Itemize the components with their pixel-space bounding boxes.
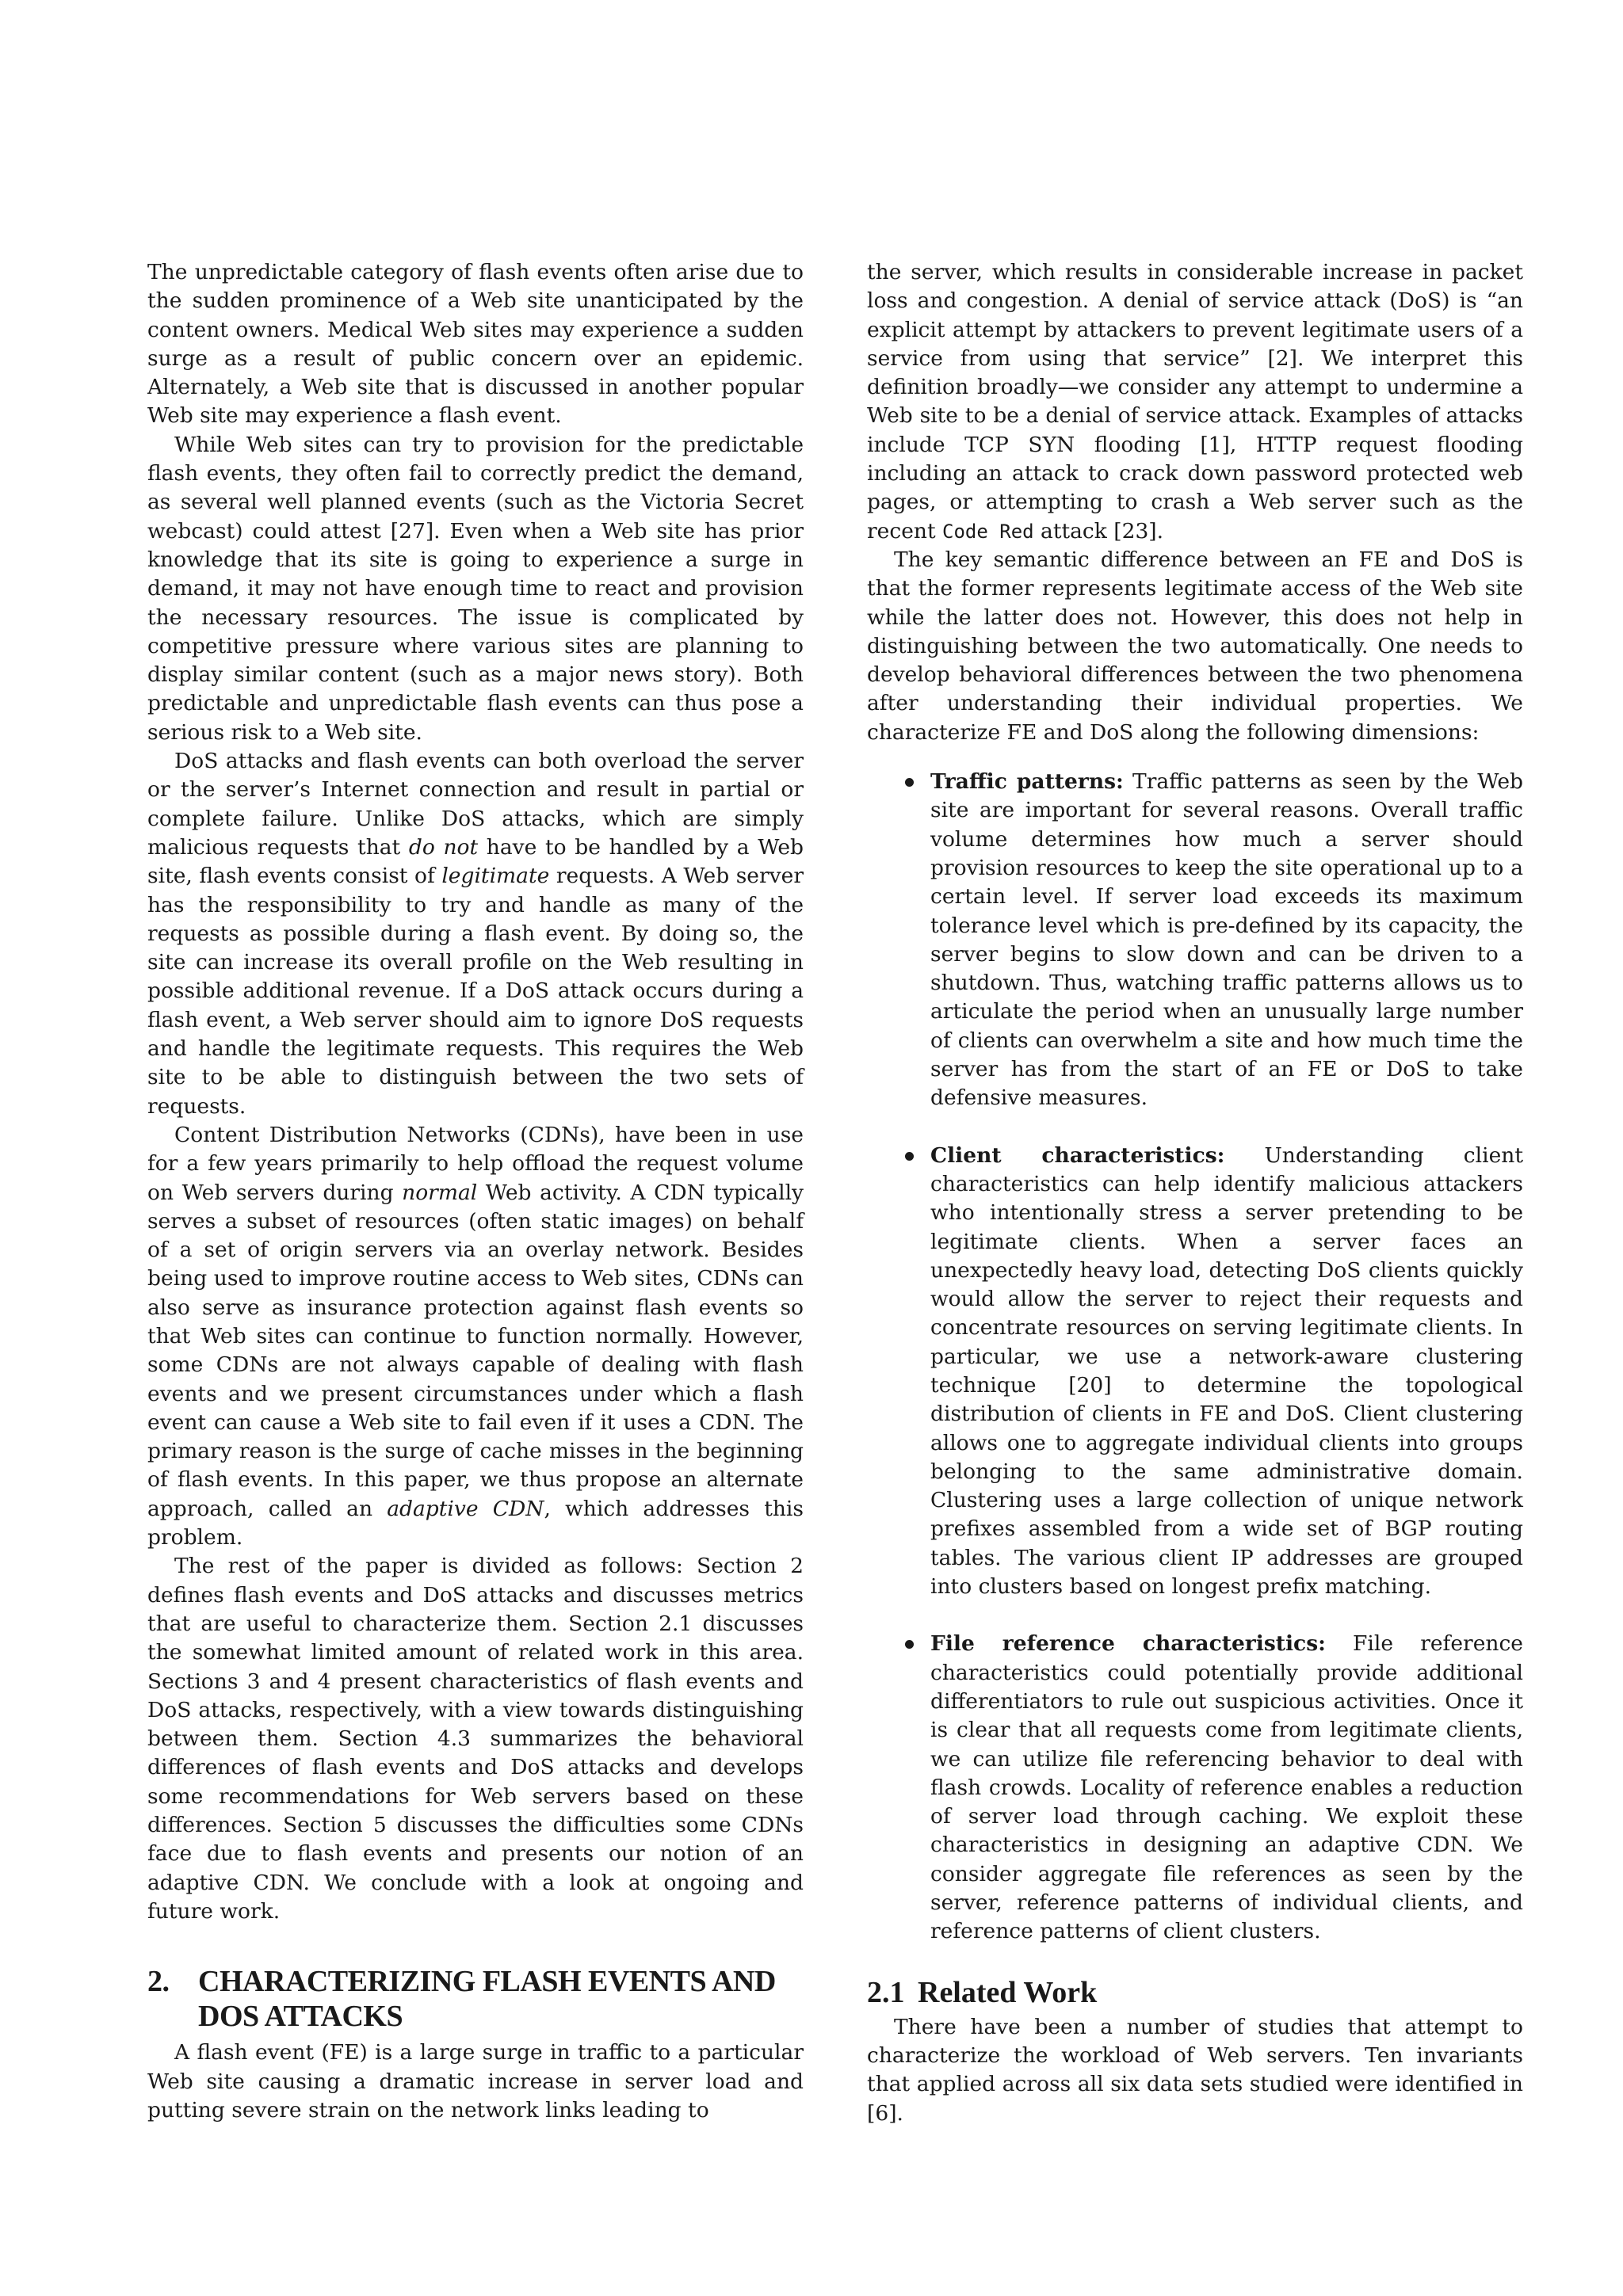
text-run: DoS attacks and flash events can both overload the server or the server’s Internet connection and result in partial or complete failure. Unlike DoS attacks, which are simply malicious requests that	[147, 749, 804, 860]
section-heading	[147, 1964, 804, 2034]
paragraph: The rest of the paper is divided as follows: Section 2 defines flash events and DoS attacks and discusses metrics that are useful to characterize them. Section 2.1 discusses the somewhat limited amount of related work in this area. Sections 3 and 4 present characteristics of flash events and DoS attacks, respectively, with a view towards distinguishing between them. Section 4.3 summarizes the behavioral differences of flash events and DoS attacks and develops some recommendations for Web servers based on these differences. Section 5 discusses the difficulties some CDNs face due to flash events and presents our notion of an adaptive CDN. We conclude with a look at ongoing and future work.	[147, 1554, 804, 1924]
section-title: CHARACTERIZING FLASH EVENTS AND DOS ATTACKS	[198, 1965, 776, 2034]
text-run: requests. A Web server has the responsibility to try and handle as many of the requests as possible during a flash event. By doing so, the site can increase its overall profile on the Web resulting in possible additional revenue. If a DoS attack occurs during a flash event, a Web server should aim to ignore DoS requests and handle the legitimate requests. This requires the Web site to be able to distinguish between the two sets of requests.	[147, 864, 804, 1119]
text-run: , which addresses this problem.	[147, 1496, 804, 1550]
emphasis: adaptive CDN	[387, 1496, 544, 1521]
emphasis: normal	[402, 1180, 478, 1205]
paragraph	[147, 747, 804, 1121]
code-snippet: Code Red	[942, 520, 1034, 543]
paragraph: There have been a number of studies that attempt to characterize the workload of Web servers. Ten invariants that applied across all six data sets studied were identified in [6].	[867, 2014, 1523, 2126]
list-item	[867, 1142, 1523, 1602]
list-item	[867, 1630, 1523, 1946]
bullet-icon	[905, 778, 914, 787]
left-column	[147, 258, 804, 2125]
bullet-list	[867, 768, 1523, 1947]
list-item-text: File reference characteristics could potentially provide additional differentiators to rule out suspicious activities. Once it is clear that all requests come from legitimate clients, we can utilize file referencing behavior to deal with flash crowds. Locality of reference enables a reduction of server load through caching. We exploit these characteristics in designing an adaptive CDN. We consider aggregate file references as seen by the server, reference patterns of individual clients, and reference patterns of client clusters.	[930, 1631, 1523, 1944]
section-number: 2.	[147, 1965, 170, 1999]
list-item-term: Client characteristics:	[930, 1142, 1225, 1168]
emphasis: do not	[408, 834, 479, 860]
paragraph	[147, 1121, 804, 1552]
text-run: Web activity. A CDN typically serves a subset of resources (often static images) on behalf of a set of origin servers via an overlay network. Besides being used to improve routine access to Web sites, CDNs can also serve as insurance protection against flash events so that Web sites can continue to function normally. However, some CDNs are not always capable of dealing with flash events and we present circumstances under which a flash event can cause a Web site to fail even if it uses a CDN. The primary reason is the surge of cache misses in the beginning of flash events. In this paper, we thus propose an alternate approach, called an	[147, 1180, 804, 1521]
list-item-term: Traffic patterns:	[930, 769, 1124, 795]
paragraph: A flash event (FE) is a large surge in traffic to a particular Web site causing a dramatic increase in server load and putting severe strain on the network links leading to	[147, 2040, 804, 2122]
text-run: have to be handled by a Web site, flash events consist of	[147, 834, 804, 889]
paragraph	[867, 258, 1523, 546]
emphasis: legitimate	[441, 864, 550, 889]
text-run: the server, which results in considerable increase in packet loss and congestion. A denial of service attack (DoS) is “an explicit attempt by attackers to prevent legitimate users of a service from using that service” [2]. We interpret this definition broadly—we consider any attempt to undermine a Web site to be a denial of service attack. Examples of attacks include TCP SYN flooding [1], HTTP request flooding including an attack to crack down password protected web pages, or attempting to crash a Web server such as the recent	[867, 260, 1523, 543]
list-item-term: File reference characteristics:	[930, 1631, 1326, 1657]
paragraph: While Web sites can try to provision for the predictable flash events, they often fail to correctly predict the demand, as several well planned events (such as the Victoria Secret webcast) could attest [27]. Even when a Web site has prior knowledge that its site is going to experience a surge in demand, it may not have enough time to react and provision the necessary resources. The issue is complicated by competitive pressure where various sites are planning to display similar content (such as a major news story). Both predictable and unpredictable flash events can thus pose a serious risk to a Web site.	[147, 432, 804, 745]
text-run: Content Distribution Networks (CDNs), have been in use for a few years primarily to help offload the request volume on Web servers during	[147, 1122, 804, 1205]
right-column	[867, 258, 1523, 2128]
list-item-text: Traffic patterns as seen by the Web site are important for several reasons. Overall traffic volume determines how much a server should provision resources to keep the site operational up to a certain level. If server load exceeds its maximum tolerance level which is pre-defined by its capacity, the server begins to slow down and can be driven to a shutdown. Thus, watching traffic patterns allows us to articulate the period when an unusually large number of clients can overwhelm a site and how much time the server has from the start of an FE or DoS to take defensive measures.	[930, 769, 1523, 1111]
bullet-icon	[905, 1640, 914, 1649]
paragraph: The key semantic difference between an FE and DoS is that the former represents legitimate access of the Web site while the latter does not. However, this does not help in distinguishing between the two automatically. One needs to develop behavioral differences between the two phenomena after understanding their individual properties. We characterize FE and DoS along the following dimensions:	[867, 547, 1523, 745]
bullet-icon	[905, 1152, 914, 1161]
list-item-text: Understanding client characteristics can help identify malicious attackers who intentionally stress a server pretending to be legitimate clients. When a server faces an unexpectedly heavy load, detecting DoS clients quickly would allow the server to reject their requests and concentrate resources on serving legitimate clients. In particular, we use a network-aware clustering technique [20] to determine the topological distribution of clients in FE and DoS. Client clustering allows one to aggregate individual clients into groups belonging to the same administrative domain. Clustering uses a large collection of unique network prefixes assembled from a wide set of BGP routing tables. The various client IP addresses are grouped into clusters based on longest prefix matching.	[930, 1142, 1523, 1600]
subsection-number: 2.1	[867, 1975, 905, 2009]
subsection-title: Related Work	[918, 1975, 1098, 2009]
list-item	[867, 768, 1523, 1113]
paragraph: The unpredictable category of flash events often arise due to the sudden prominence of a Web site unanticipated by the content owners. Medical Web sites may experience a sudden surge as a result of public concern over an epidemic. Alternately, a Web site that is discussed in another popular Web site may experience a flash event.	[147, 260, 804, 429]
subsection-heading	[867, 1975, 1523, 2010]
text-run: attack [23].	[1033, 518, 1164, 543]
